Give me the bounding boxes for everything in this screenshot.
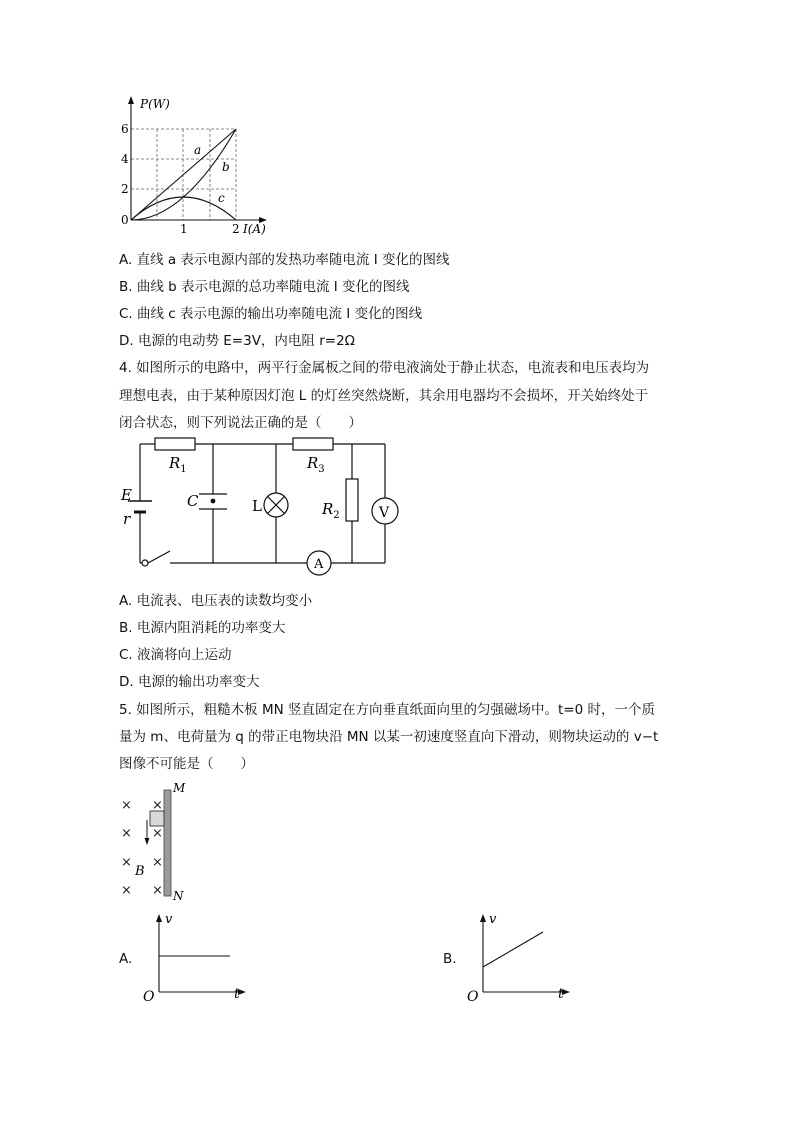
q4-stem-line2: 理想电表，由于某种原因灯泡 L 的灯丝突然烧断，其余用电器均不会损坏，开关始终处于 (119, 388, 649, 404)
q5-option-b-label[interactable]: B. (443, 951, 457, 967)
switch-contact (142, 560, 148, 566)
label-r2: $R_2$ (322, 500, 340, 521)
resistor-r3 (293, 438, 333, 450)
q4-option-c[interactable]: C. 液滴将向上运动 (119, 647, 232, 663)
q3-option-c[interactable]: C. 曲线 c 表示电源的输出功率随电流 I 变化的图线 (119, 306, 423, 322)
field-cross: × (121, 883, 132, 898)
tick-x-2: 2 (232, 222, 240, 236)
curve-a (131, 129, 236, 220)
field-cross: × (121, 826, 132, 841)
field-cross: × (152, 798, 163, 813)
q5-stem-line2: 量为 m、电荷量为 q 的带正电物块沿 MN 以某一初速度竖直向下滑动，则物块运动的 v−t (119, 729, 659, 745)
field-cross: × (152, 826, 163, 841)
field-cross: × (121, 798, 132, 813)
label-r3: $R_3$ (307, 454, 325, 475)
curve-c-label: c (218, 191, 225, 205)
curve-a-label: a (194, 143, 202, 157)
vt-line-increasing (483, 932, 543, 967)
q5-stem-line1: 5. 如图所示，粗糙木板 MN 竖直固定在方向垂直纸面向里的匀强磁场中。t=0 时，一个质 (119, 702, 655, 718)
q4-stem-line1: 4. 如图所示的电路中，两平行金属板之间的带电液滴处于静止状态，电流表和电压表均为 (119, 360, 650, 376)
q4-option-d[interactable]: D. 电源的输出功率变大 (119, 674, 260, 690)
label-c: C (187, 492, 199, 510)
label-b: B (135, 864, 145, 879)
y-axis-label: P(W) (140, 97, 170, 111)
curve-b-label: b (222, 160, 230, 174)
q3-option-a[interactable]: A. 直线 a 表示电源内部的发热功率随电流 I 变化的图线 (119, 252, 450, 268)
label-n: N (173, 889, 184, 903)
board-mn (164, 790, 171, 896)
label-r: r (123, 510, 131, 528)
velocity-arrow-icon (145, 838, 150, 845)
axis-t-label: t (558, 986, 564, 1002)
switch-blade (148, 551, 170, 563)
resistor-r2 (346, 479, 358, 521)
label-m: M (173, 781, 186, 795)
q5-option-a-label[interactable]: A. (119, 951, 133, 967)
label-a: A (314, 557, 324, 572)
label-r1: $R_1$ (169, 454, 187, 475)
tick-y-4: 4 (121, 152, 129, 166)
tick-y-2: 2 (121, 182, 129, 196)
field-cross: × (152, 855, 163, 870)
label-l: L (252, 497, 262, 515)
q3-option-d[interactable]: D. 电源的电动势 E=3V，内电阻 r=2Ω (119, 333, 355, 349)
droplet-icon (211, 499, 216, 504)
field-cross: × (152, 883, 163, 898)
axis-t-label: t (234, 986, 240, 1002)
q5-option-b-graph[interactable] (462, 910, 572, 1005)
sliding-block (150, 811, 164, 826)
q4-option-a[interactable]: A. 电流表、电压表的读数均变小 (119, 593, 313, 609)
tick-x-1: 1 (180, 222, 188, 236)
axis-v-label: v (165, 912, 173, 927)
q4-stem-line3: 闭合状态，则下列说法正确的是（ ） (119, 415, 362, 431)
q3-option-b[interactable]: B. 曲线 b 表示电源的总功率随电流 I 变化的图线 (119, 279, 410, 295)
origin-label: O (467, 989, 479, 1005)
origin-label: O (143, 989, 155, 1005)
magnetic-field-figure (115, 776, 205, 904)
q5-stem-line3: 图像不可能是（ ） (119, 756, 254, 772)
axis-v-label: v (489, 912, 497, 927)
power-current-graph (110, 92, 280, 242)
label-v: V (379, 505, 390, 521)
tick-y-6: 6 (121, 122, 129, 136)
resistor-r1 (155, 438, 195, 450)
tick-y-0: 0 (121, 213, 129, 227)
q4-option-b[interactable]: B. 电源内阻消耗的功率变大 (119, 620, 286, 636)
label-e: E (121, 486, 132, 504)
circuit-diagram (110, 434, 410, 579)
x-axis-label: I(A) (243, 222, 266, 236)
q5-option-a-graph[interactable] (138, 910, 248, 1005)
field-cross: × (121, 855, 132, 870)
